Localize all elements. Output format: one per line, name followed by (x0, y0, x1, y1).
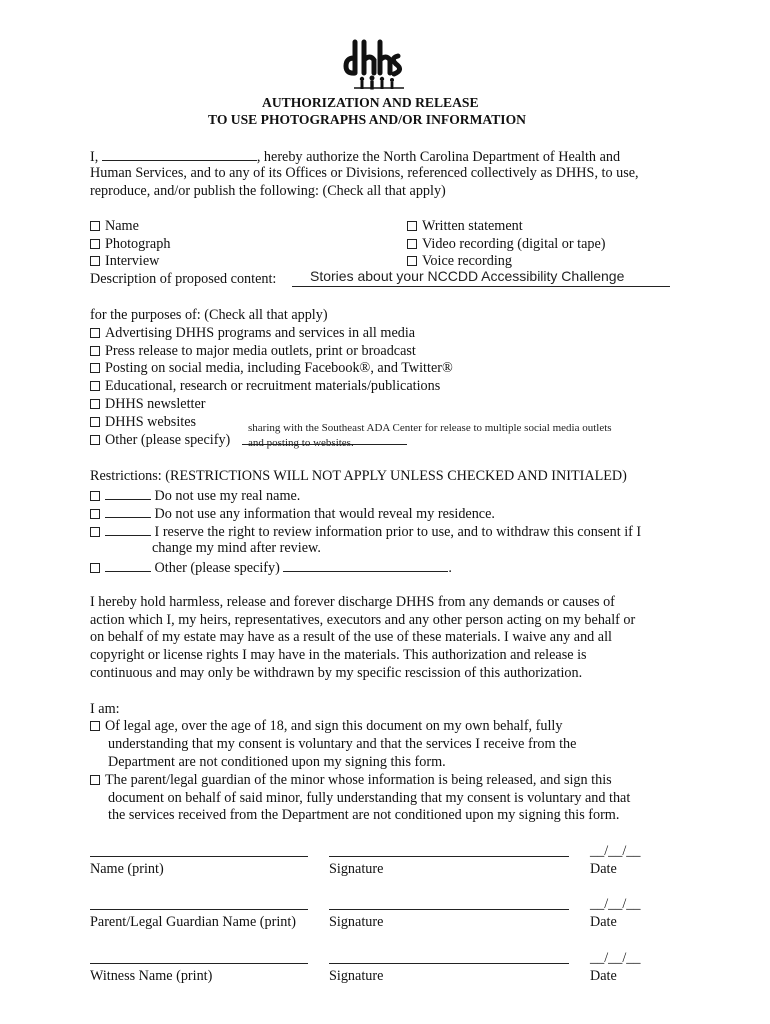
iam-option-1[interactable] (90, 717, 562, 735)
signature-label: Signature (329, 914, 384, 930)
checkbox[interactable] (90, 346, 100, 356)
restriction-item[interactable]: Other (please specify) . (90, 557, 452, 577)
purpose-label: DHHS newsletter (105, 396, 206, 412)
iam-option-1-text: Of legal age, over the age of 18, and sign this document on my own behalf, fully (105, 718, 563, 734)
release-line: continuous and may only be withdrawn by my specific rescission of this authorization. (90, 665, 583, 681)
purpose-label: Press release to major media outlets, print or broadcast (105, 343, 416, 359)
intro-line-3: reproduce, and/or publish the following: (Check all that apply) (90, 183, 446, 199)
initials-blank[interactable] (105, 557, 151, 572)
name-print-label: Name (print) (90, 861, 164, 877)
restriction-item[interactable] (90, 521, 641, 541)
media-interview-item[interactable] (90, 252, 159, 270)
checkbox[interactable] (90, 527, 100, 537)
checkbox[interactable] (90, 239, 100, 249)
purpose-label: DHHS websites (105, 414, 197, 430)
purpose-other-label: Other (please specify) (105, 432, 231, 448)
checkbox[interactable] (407, 239, 417, 249)
iam-header: I am: (90, 701, 120, 717)
media-photograph-item[interactable] (90, 235, 170, 253)
purpose-item[interactable] (90, 377, 440, 395)
checkbox[interactable] (90, 399, 100, 409)
checkbox[interactable] (90, 491, 100, 501)
description-field[interactable]: Stories about your NCCDD Accessibility Challenge (310, 268, 625, 284)
restrictions-header: Restrictions: (RESTRICTIONS WILL NOT APPLY UNLESS CHECKED AND INITIALED) (90, 468, 627, 484)
initials-blank[interactable] (105, 485, 151, 500)
release-line: on behalf of my estate may have as a result of the use of these materials. I waive any and all (90, 629, 612, 645)
restriction-label: Other (please specify) (154, 560, 280, 576)
iam-option-2-text: The parent/legal guardian of the minor whose information is being released, and sign this (105, 772, 612, 788)
checkbox[interactable] (90, 381, 100, 391)
media-interview-label: Interview (105, 253, 160, 269)
intro-line-2: Human Services, and to any of its Offices or Divisions, referenced collectively as DHHS, to use, (90, 165, 639, 181)
intro-i: I, (90, 149, 102, 165)
purpose-item[interactable] (90, 395, 205, 413)
dhhs-logo (340, 36, 430, 92)
witness-name-line[interactable] (90, 963, 308, 964)
restriction-label: Do not use any information that would reveal my residence. (154, 506, 495, 522)
checkbox[interactable] (90, 721, 100, 731)
checkbox[interactable] (90, 328, 100, 338)
release-line: copyright or license rights I may have in the materials. This authorization and release is (90, 647, 587, 663)
media-written-label: Written statement (422, 218, 523, 234)
date-field[interactable]: __/__/__ (590, 950, 641, 966)
intro-line-1 (90, 146, 620, 166)
purpose-other-underline (242, 444, 407, 445)
purpose-other-item[interactable] (90, 431, 230, 449)
purposes-header: for the purposes of: (Check all that apply) (90, 307, 328, 323)
witness-signature-line[interactable] (329, 963, 569, 964)
signature-line[interactable] (329, 856, 569, 857)
checkbox[interactable] (90, 417, 100, 427)
restriction-item[interactable] (90, 503, 495, 523)
checkbox[interactable] (407, 221, 417, 231)
purpose-item[interactable] (90, 324, 415, 342)
restriction-item[interactable] (90, 485, 300, 505)
media-photograph-label: Photograph (105, 236, 171, 252)
name-blank[interactable] (102, 146, 257, 161)
checkbox[interactable] (90, 509, 100, 519)
purpose-item[interactable] (90, 342, 416, 360)
purpose-item[interactable] (90, 359, 453, 377)
date-label: Date (590, 861, 617, 877)
checkbox[interactable] (90, 363, 100, 373)
purpose-label: Posting on social media, including Facebook®, and Twitter® (105, 360, 453, 376)
media-name-item[interactable] (90, 217, 139, 235)
description-label: Description of proposed content: (90, 271, 277, 287)
purpose-label: Educational, research or recruitment materials/publications (105, 378, 441, 394)
checkbox[interactable] (90, 221, 100, 231)
purpose-other-value-line-1[interactable]: sharing with the Southeast ADA Center for release to multiple social media outlets (248, 422, 612, 434)
guardian-signature-line[interactable] (329, 909, 569, 910)
date-label: Date (590, 914, 617, 930)
media-video-label: Video recording (digital or tape) (422, 236, 606, 252)
iam-option-1-line-3: Department are not conditioned upon my signing this form. (108, 754, 446, 770)
release-line: I hereby hold harmless, release and forever discharge DHHS from any demands or causes of (90, 594, 615, 610)
checkbox[interactable] (90, 563, 100, 573)
restriction-other-blank[interactable] (283, 557, 448, 572)
purpose-label: Advertising DHHS programs and services in all media (105, 325, 416, 341)
restriction-label: Do not use my real name. (154, 488, 301, 504)
signature-label: Signature (329, 968, 384, 984)
purpose-other-value-line-2[interactable]: and posting to websites. (248, 437, 354, 449)
media-name-label: Name (105, 218, 139, 234)
media-video-item[interactable] (407, 235, 606, 253)
restriction-label: I reserve the right to review information prior to use, and to withdraw this consent if I (154, 524, 642, 540)
initials-blank[interactable] (105, 503, 151, 518)
guardian-name-label: Parent/Legal Guardian Name (print) (90, 914, 297, 930)
media-written-item[interactable] (407, 217, 523, 235)
title-line-1: AUTHORIZATION AND RELEASE (262, 95, 479, 110)
iam-option-2-line-3: the services received from the Department are not conditioned upon my signing this form. (108, 807, 620, 823)
checkbox[interactable] (407, 256, 417, 266)
initials-blank[interactable] (105, 521, 151, 536)
name-line[interactable] (90, 856, 308, 857)
date-field[interactable]: __/__/__ (590, 843, 641, 859)
witness-name-label: Witness Name (print) (90, 968, 213, 984)
checkbox[interactable] (90, 256, 100, 266)
iam-option-1-line-2: understanding that my consent is voluntary and that the services I receive from the (108, 736, 577, 752)
purpose-item[interactable] (90, 413, 196, 431)
restriction-item-3-cont: change my mind after review. (152, 540, 321, 556)
iam-option-2[interactable] (90, 771, 612, 789)
media-voice-label: Voice recording (422, 253, 512, 269)
checkbox[interactable] (90, 775, 100, 785)
signature-label: Signature (329, 861, 384, 877)
checkbox[interactable] (90, 435, 100, 445)
iam-option-2-line-2: document on behalf of said minor, fully understanding that my consent is voluntary and that (108, 790, 631, 806)
intro-authorize-text: , hereby authorize the North Carolina Department of Health and (256, 149, 621, 165)
description-underline (292, 286, 670, 287)
date-field[interactable]: __/__/__ (590, 896, 641, 912)
guardian-name-line[interactable] (90, 909, 308, 910)
date-label: Date (590, 968, 617, 984)
release-line: action which I, my heirs, representatives, executors and any other person acting on my behalf or (90, 612, 636, 628)
title-line-2: TO USE PHOTOGRAPHS AND/OR INFORMATION (208, 112, 526, 127)
